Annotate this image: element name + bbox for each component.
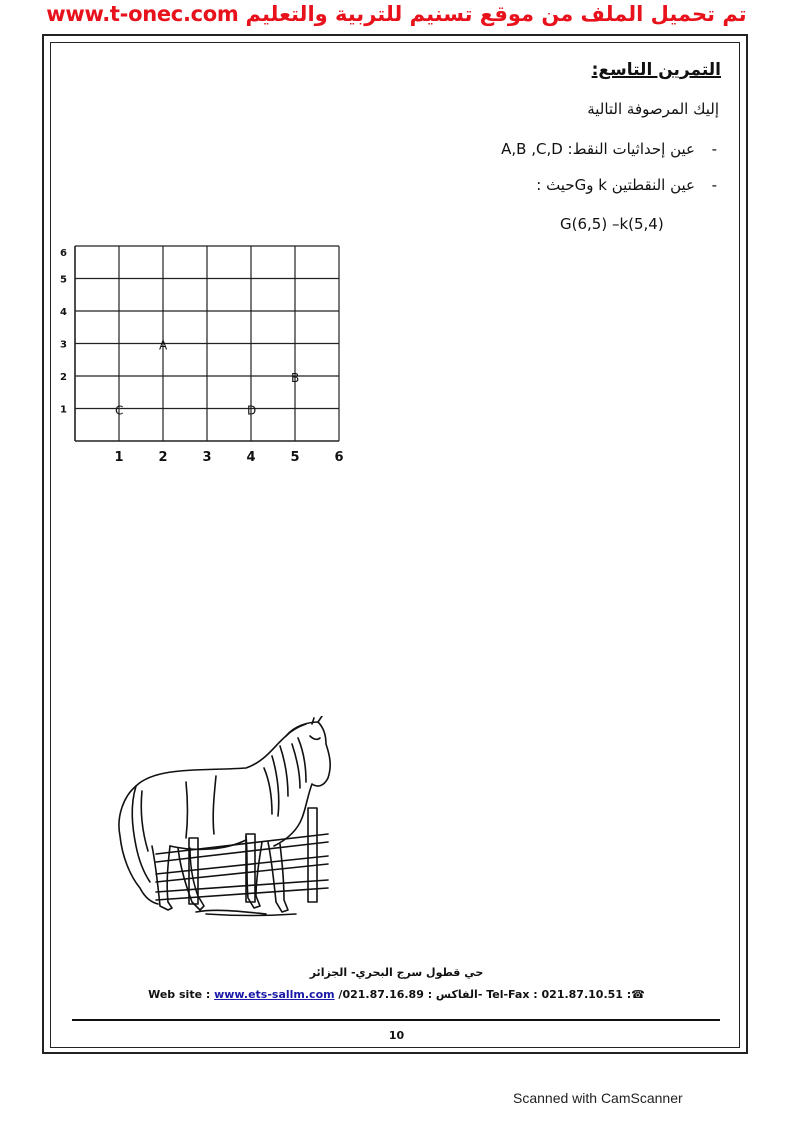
- task-2: عين النقطتين k وGحيث :: [536, 176, 695, 194]
- footer-contact: [0, 988, 793, 1001]
- x-tick-label: 3: [202, 450, 212, 465]
- website-link[interactable]: www.ets-sallm.com: [214, 988, 335, 1001]
- task-2-bullet: -: [711, 176, 717, 194]
- y-tick-label: 2: [60, 372, 67, 383]
- y-tick-label: 6: [60, 248, 67, 259]
- x-tick-label: 2: [158, 450, 168, 465]
- point-label-c: C: [115, 403, 124, 418]
- y-tick-label: 1: [60, 404, 67, 416]
- x-tick-label: 1: [114, 450, 124, 465]
- task-1-bullet: -: [711, 140, 717, 158]
- page-number: 10: [388, 1029, 405, 1042]
- exercise-title: التمرين التاسع:: [591, 60, 721, 80]
- exercise-intro: إليك المرصوفة التالية: [587, 100, 719, 118]
- point-label-b: B: [291, 371, 300, 385]
- x-tick-label: 5: [290, 450, 300, 465]
- horse-fence-illustration: [96, 716, 341, 926]
- phone-icon: ☎: [631, 988, 645, 1001]
- point-label-a: A: [159, 338, 168, 353]
- fence-illustration: [156, 808, 328, 904]
- contact-numbers: /021.87.16.89 : الفاكس- Tel-Fax : 021.87.10.51 :: [334, 988, 632, 1001]
- task-1: عين إحداثيات النقط: A,B ,C,D: [501, 140, 695, 158]
- x-tick-label: 4: [246, 450, 256, 465]
- footer-divider: [72, 1019, 720, 1021]
- y-tick-label: 5: [60, 274, 67, 286]
- points-coordinates: G(6,5) –k(5,4): [560, 215, 664, 233]
- download-banner: www.t-onec.com تم تحميل الملف من موقع تسنيم للتربية والتعليم: [46, 2, 747, 26]
- scanner-watermark: Scanned with CamScanner: [513, 1090, 683, 1106]
- website-label: Web site :: [148, 988, 215, 1001]
- y-tick-label: 3: [60, 339, 67, 351]
- coordinate-grid: [55, 238, 365, 473]
- horse-illustration: [119, 716, 330, 916]
- y-tick-label: 4: [60, 307, 67, 318]
- point-label-d: D: [247, 403, 257, 418]
- footer-address: حي قطول سرج البحري- الجزائر: [309, 966, 484, 979]
- x-tick-label: 6: [334, 450, 344, 465]
